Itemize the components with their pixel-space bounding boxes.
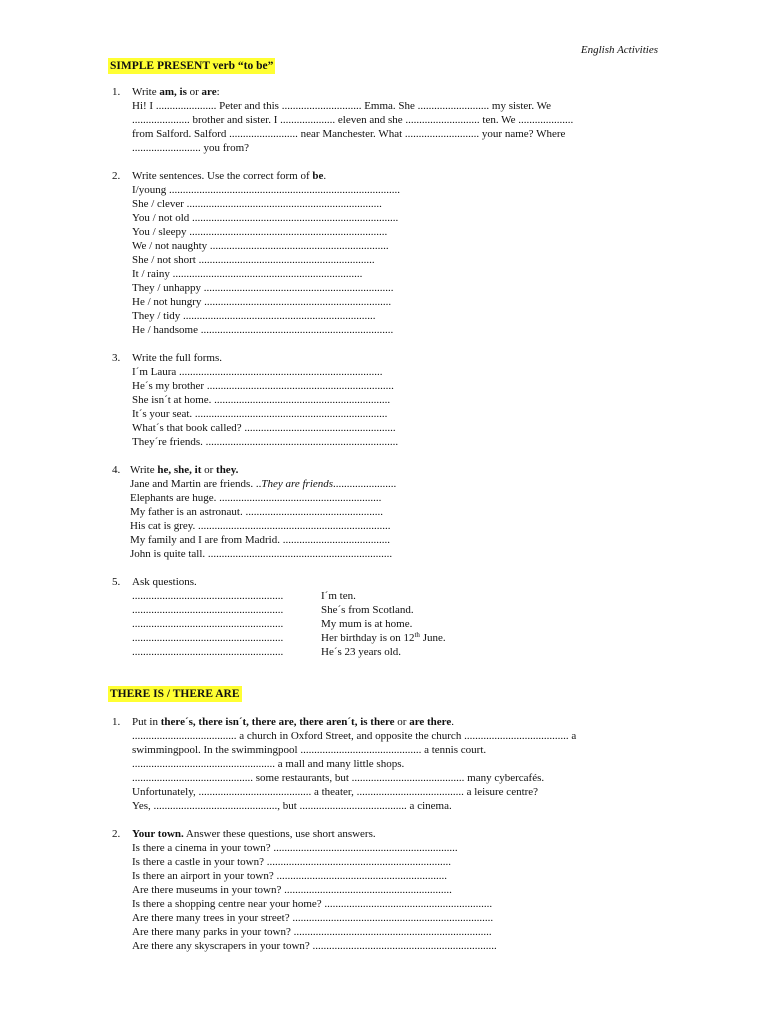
- pronoun-item[interactable]: My father is an astronaut. ..................................................: [130, 506, 383, 518]
- pronoun-item[interactable]: His cat is grey. ......................................................................: [130, 520, 391, 532]
- sentence-item[interactable]: They / tidy ......................................................................: [132, 310, 376, 322]
- question-blank[interactable]: .......................................................: [132, 618, 284, 630]
- sentence-item[interactable]: She / clever .......................................................................: [132, 198, 382, 210]
- exercise-number: 5.: [112, 576, 121, 588]
- fill-in-line[interactable]: from Salford. Salford ......................... near Manchester. What ........................... your name? Where: [132, 128, 566, 140]
- sentence-item[interactable]: I/young ....................................................................................: [132, 184, 400, 196]
- question-item[interactable]: Is there an airport in your town? ..............................................................: [132, 870, 447, 882]
- exercise-number: 3.: [112, 352, 121, 364]
- exercise-instruction: Ask questions.: [132, 576, 197, 588]
- question-blank[interactable]: .......................................................: [132, 590, 284, 602]
- section-title-there-is: THERE IS / THERE ARE: [110, 688, 240, 700]
- fill-in-line[interactable]: Unfortunately, ......................................... a theater, ....................................... a leisure centre?: [132, 786, 539, 798]
- question-item[interactable]: Are there museums in your town? .............................................................: [132, 884, 452, 896]
- fill-in-line[interactable]: Hi! I ...................... Peter and this ............................. Emma. She .......................... my sister. We: [132, 100, 552, 112]
- fill-in-line[interactable]: swimmingpool. In the swimmingpool ............................................ a tennis court.: [132, 744, 487, 756]
- sentence-item[interactable]: We / not naughty .................................................................: [132, 240, 389, 252]
- sentence-item[interactable]: You / sleepy ........................................................................: [132, 226, 388, 238]
- full-form-item[interactable]: He´s my brother ....................................................................: [132, 380, 394, 392]
- fill-in-line[interactable]: ..................... brother and sister. I .................... eleven and she ........................... ten. We ....................: [132, 114, 574, 126]
- exercise-number: 2.: [112, 170, 121, 182]
- exercise-instruction: Write am, is or are:: [132, 86, 220, 98]
- page-header: English Activities: [580, 44, 658, 56]
- sentence-item[interactable]: It / rainy .....................................................................: [132, 268, 363, 280]
- exercise-instruction: Write he, she, it or they.: [130, 464, 239, 476]
- fill-in-line[interactable]: ............................................ some restaurants, but ......................................... many cybercafés.: [132, 772, 545, 784]
- full-form-item[interactable]: I´m Laura ..........................................................................: [132, 366, 383, 378]
- question-item[interactable]: Is there a cinema in your town? ...................................................................: [132, 842, 458, 854]
- exercise-instruction: Write sentences. Use the correct form of be.: [132, 170, 327, 182]
- fill-in-line[interactable]: ......................... you from?: [132, 142, 250, 154]
- answer-text: My mum is at home.: [321, 618, 413, 630]
- sentence-item[interactable]: She / not short ................................................................: [132, 254, 375, 266]
- question-blank[interactable]: .......................................................: [132, 646, 284, 658]
- sentence-item[interactable]: He / handsome ......................................................................: [132, 324, 394, 336]
- question-item[interactable]: Is there a castle in your town? ...................................................................: [132, 856, 451, 868]
- full-form-item[interactable]: They´re friends. ......................................................................: [132, 436, 399, 448]
- exercise-instruction: Put in there´s, there isn´t, there are, there aren´t, is there or are there.: [132, 716, 454, 728]
- pronoun-item[interactable]: Elephants are huge. ...........................................................: [130, 492, 382, 504]
- question-item[interactable]: Are there any skyscrapers in your town? ...................................................................: [132, 940, 497, 952]
- question-item[interactable]: Are there many trees in your street? .........................................................................: [132, 912, 494, 924]
- section-title-simple-present: SIMPLE PRESENT verb “to be”: [110, 60, 274, 72]
- sentence-item[interactable]: He / not hungry ....................................................................: [132, 296, 392, 308]
- answer-text: He´s 23 years old.: [321, 646, 402, 658]
- answer-text: She´s from Scotland.: [321, 604, 414, 616]
- full-form-item[interactable]: It´s your seat. ......................................................................: [132, 408, 388, 420]
- exercise-instruction: Your town. Answer these questions, use short answers.: [132, 828, 376, 840]
- pronoun-item[interactable]: Jane and Martin are friends. ..They are friends.......................: [130, 478, 397, 490]
- question-blank[interactable]: .......................................................: [132, 604, 284, 616]
- pronoun-item[interactable]: My family and I are from Madrid. .......................................: [130, 534, 390, 546]
- answer-text: I´m ten.: [321, 590, 356, 602]
- exercise-instruction: Write the full forms.: [132, 352, 222, 364]
- exercise-number: 2.: [112, 828, 121, 840]
- pronoun-item[interactable]: John is quite tall. ...................................................................: [130, 548, 393, 560]
- answer-text: Her birthday is on 12th June.: [321, 631, 446, 644]
- question-item[interactable]: Are there many parks in your town? ........................................................................: [132, 926, 492, 938]
- exercise-number: 1.: [112, 86, 121, 98]
- fill-in-line[interactable]: .................................................... a mall and many little shops.: [132, 758, 405, 770]
- fill-in-line[interactable]: Yes, ............................................., but ....................................... a cinema.: [132, 800, 452, 812]
- question-blank[interactable]: .......................................................: [132, 632, 284, 644]
- sentence-item[interactable]: You / not old ...........................................................................: [132, 212, 399, 224]
- exercise-number: 4.: [112, 464, 121, 476]
- fill-in-line[interactable]: ...................................... a church in Oxford Street, and opposite the church ...................................... a: [132, 730, 577, 742]
- sentence-item[interactable]: They / unhappy .....................................................................: [132, 282, 394, 294]
- question-item[interactable]: Is there a shopping centre near your home? .............................................................: [132, 898, 493, 910]
- full-form-item[interactable]: What´s that book called? .......................................................: [132, 422, 396, 434]
- exercise-number: 1.: [112, 716, 121, 728]
- full-form-item[interactable]: She isn´t at home. ................................................................: [132, 394, 391, 406]
